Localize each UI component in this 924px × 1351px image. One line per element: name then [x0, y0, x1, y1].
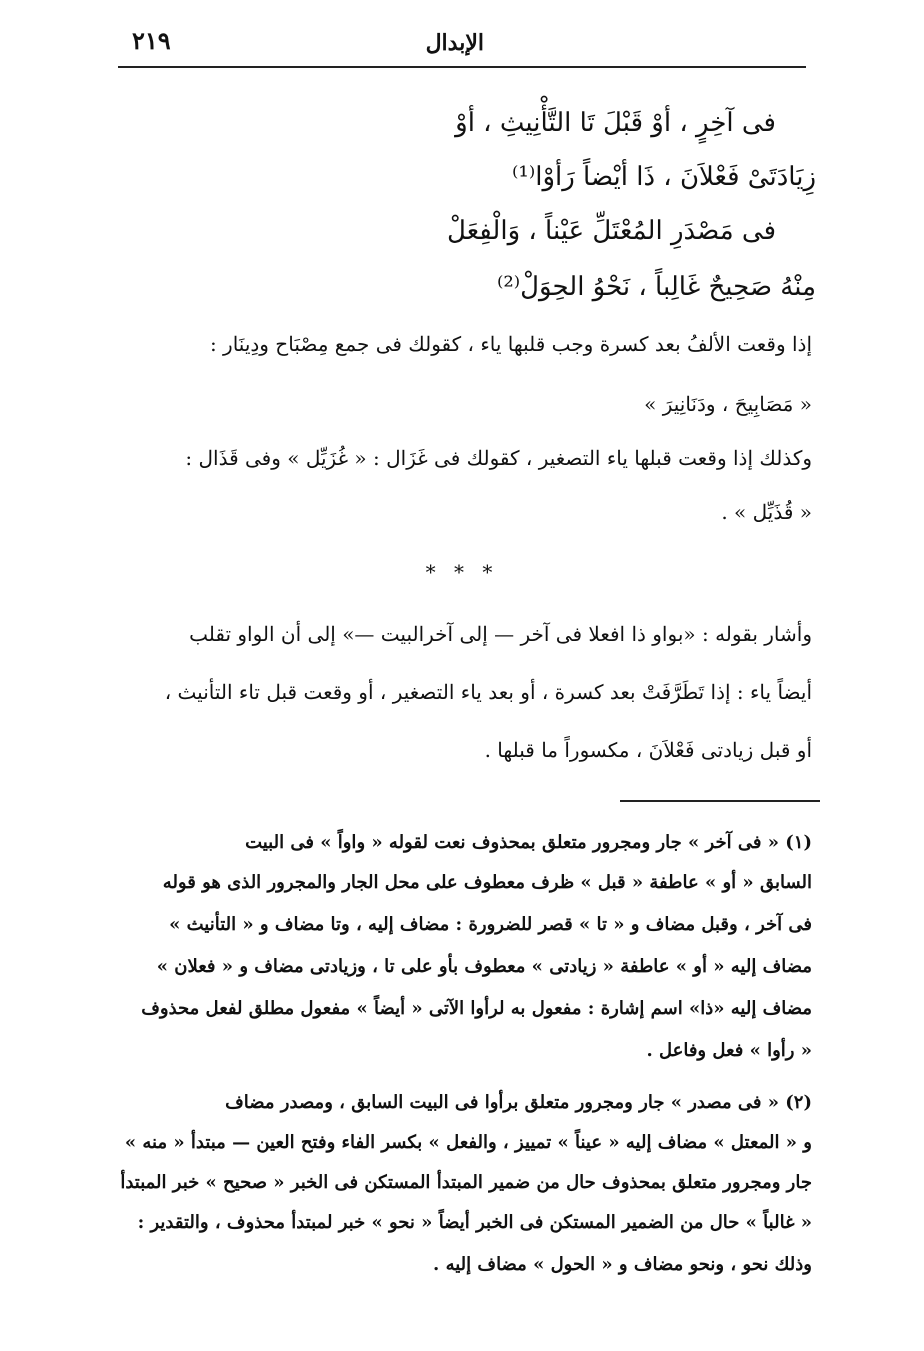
footnote-line: جار ومجرور متعلق بمحذوف حال من ضمير المبتدأ المستكن فى الخبر « صحيح » خبر المبتدأ	[120, 1172, 812, 1193]
verse-line: فى مَصْدَرِ المُعْتَلِّ عَيْناً ، وَالْفِعَلْ	[447, 216, 776, 246]
footnote-line: فى آخر ، وقبل مضاف و « تا » قصر للضرورة : مضاف إليه ، وتا مضاف و « التأنيث »	[169, 914, 812, 935]
prose-line: أو قبل زيادتى فَعْلاَنَ ، مكسوراً ما قبلها .	[484, 738, 812, 762]
prose-line: وكذلك إذا وقعت قبلها ياء التصغير ، كقولك فى غَزَال : « غُزَيِّل » وفى قَذَال :	[185, 446, 812, 470]
footnote-line: السابق « أو » عاطفة « قبل » ظرف معطوف على محل الجار والمجرور الذى هو قوله	[162, 872, 812, 893]
verse-line: مِنْهُ صَحِيحٌ غَالِباً ، نَحْوُ الحِوَلْ⁽²⁾	[496, 272, 816, 302]
section-separator: * * *	[425, 560, 499, 584]
header-rule	[118, 66, 806, 68]
footnote-line: (٢) « فى مصدر » جار ومجرور متعلق برأوا فى البيت السابق ، ومصدر مضاف	[225, 1092, 812, 1113]
page-number: ٢١٩	[132, 26, 171, 55]
footnote-line: مضاف إليه « أو » عاطفة « زيادتى » معطوف بأو على تا ، وزيادتى مضاف و « فعلان »	[156, 956, 812, 977]
footnote-line: مضاف إليه «ذا» اسم إشارة : مفعول به لرأوا الآتى « أيضاً » مفعول مطلق لفعل محذوف	[141, 998, 812, 1019]
prose-line: « مَصَابِيحَ ، ودَنَانِيرَ »	[644, 392, 812, 416]
verse-line: فى آخِرٍ ، أوْ قَبْلَ تَا التَّأْنِيثِ ، أوْ	[455, 108, 776, 138]
footnote-line: و « المعتل » مضاف إليه « عيناً » تمييز ، والفعل » بكسر الفاء وفتح العين — مبتدأ « منه »	[124, 1132, 812, 1153]
prose-line: إذا وقعت الألفُ بعد كسرة وجب قلبها ياء ، كقولك فى جمع مِصْبَاح ودِينَار :	[209, 332, 812, 356]
prose-line: وأشار بقوله : «بواو ذا افعلا فى آخر — إلى آخرالبيت —» إلى أن الواو تقلب	[189, 622, 812, 646]
page-header	[120, 18, 804, 68]
footnote-line: (١) « فى آخر » جار ومجرور متعلق بمحذوف نعت لقوله « واواً » فى البيت	[245, 832, 812, 853]
footnote-rule	[620, 800, 820, 802]
verse-line: زِيَادَتَىْ فَعْلاَنَ ، ذَا أيْضاً رَأوْا⁽¹⁾	[512, 162, 816, 192]
footnote-line: « رأوا » فعل وفاعل .	[646, 1040, 812, 1061]
footnote-line: وذلك نحو ، ونحو مضاف و « الحول » مضاف إليه .	[433, 1254, 812, 1275]
prose-line: أيضاً ياء : إذا تَطَرَّفَتْ بعد كسرة ، أو بعد ياء التصغير ، أو وقعت قبل تاء التأنيث ،	[164, 680, 812, 704]
prose-line: « قُذَيِّل » .	[721, 500, 812, 524]
footnote-line: « غالباً » حال من الضمير المستكن فى الخبر أيضاً « نحو » خبر لمبتدأ محذوف ، والتقدير :	[137, 1212, 812, 1233]
chapter-title: الإبدال	[425, 30, 484, 56]
